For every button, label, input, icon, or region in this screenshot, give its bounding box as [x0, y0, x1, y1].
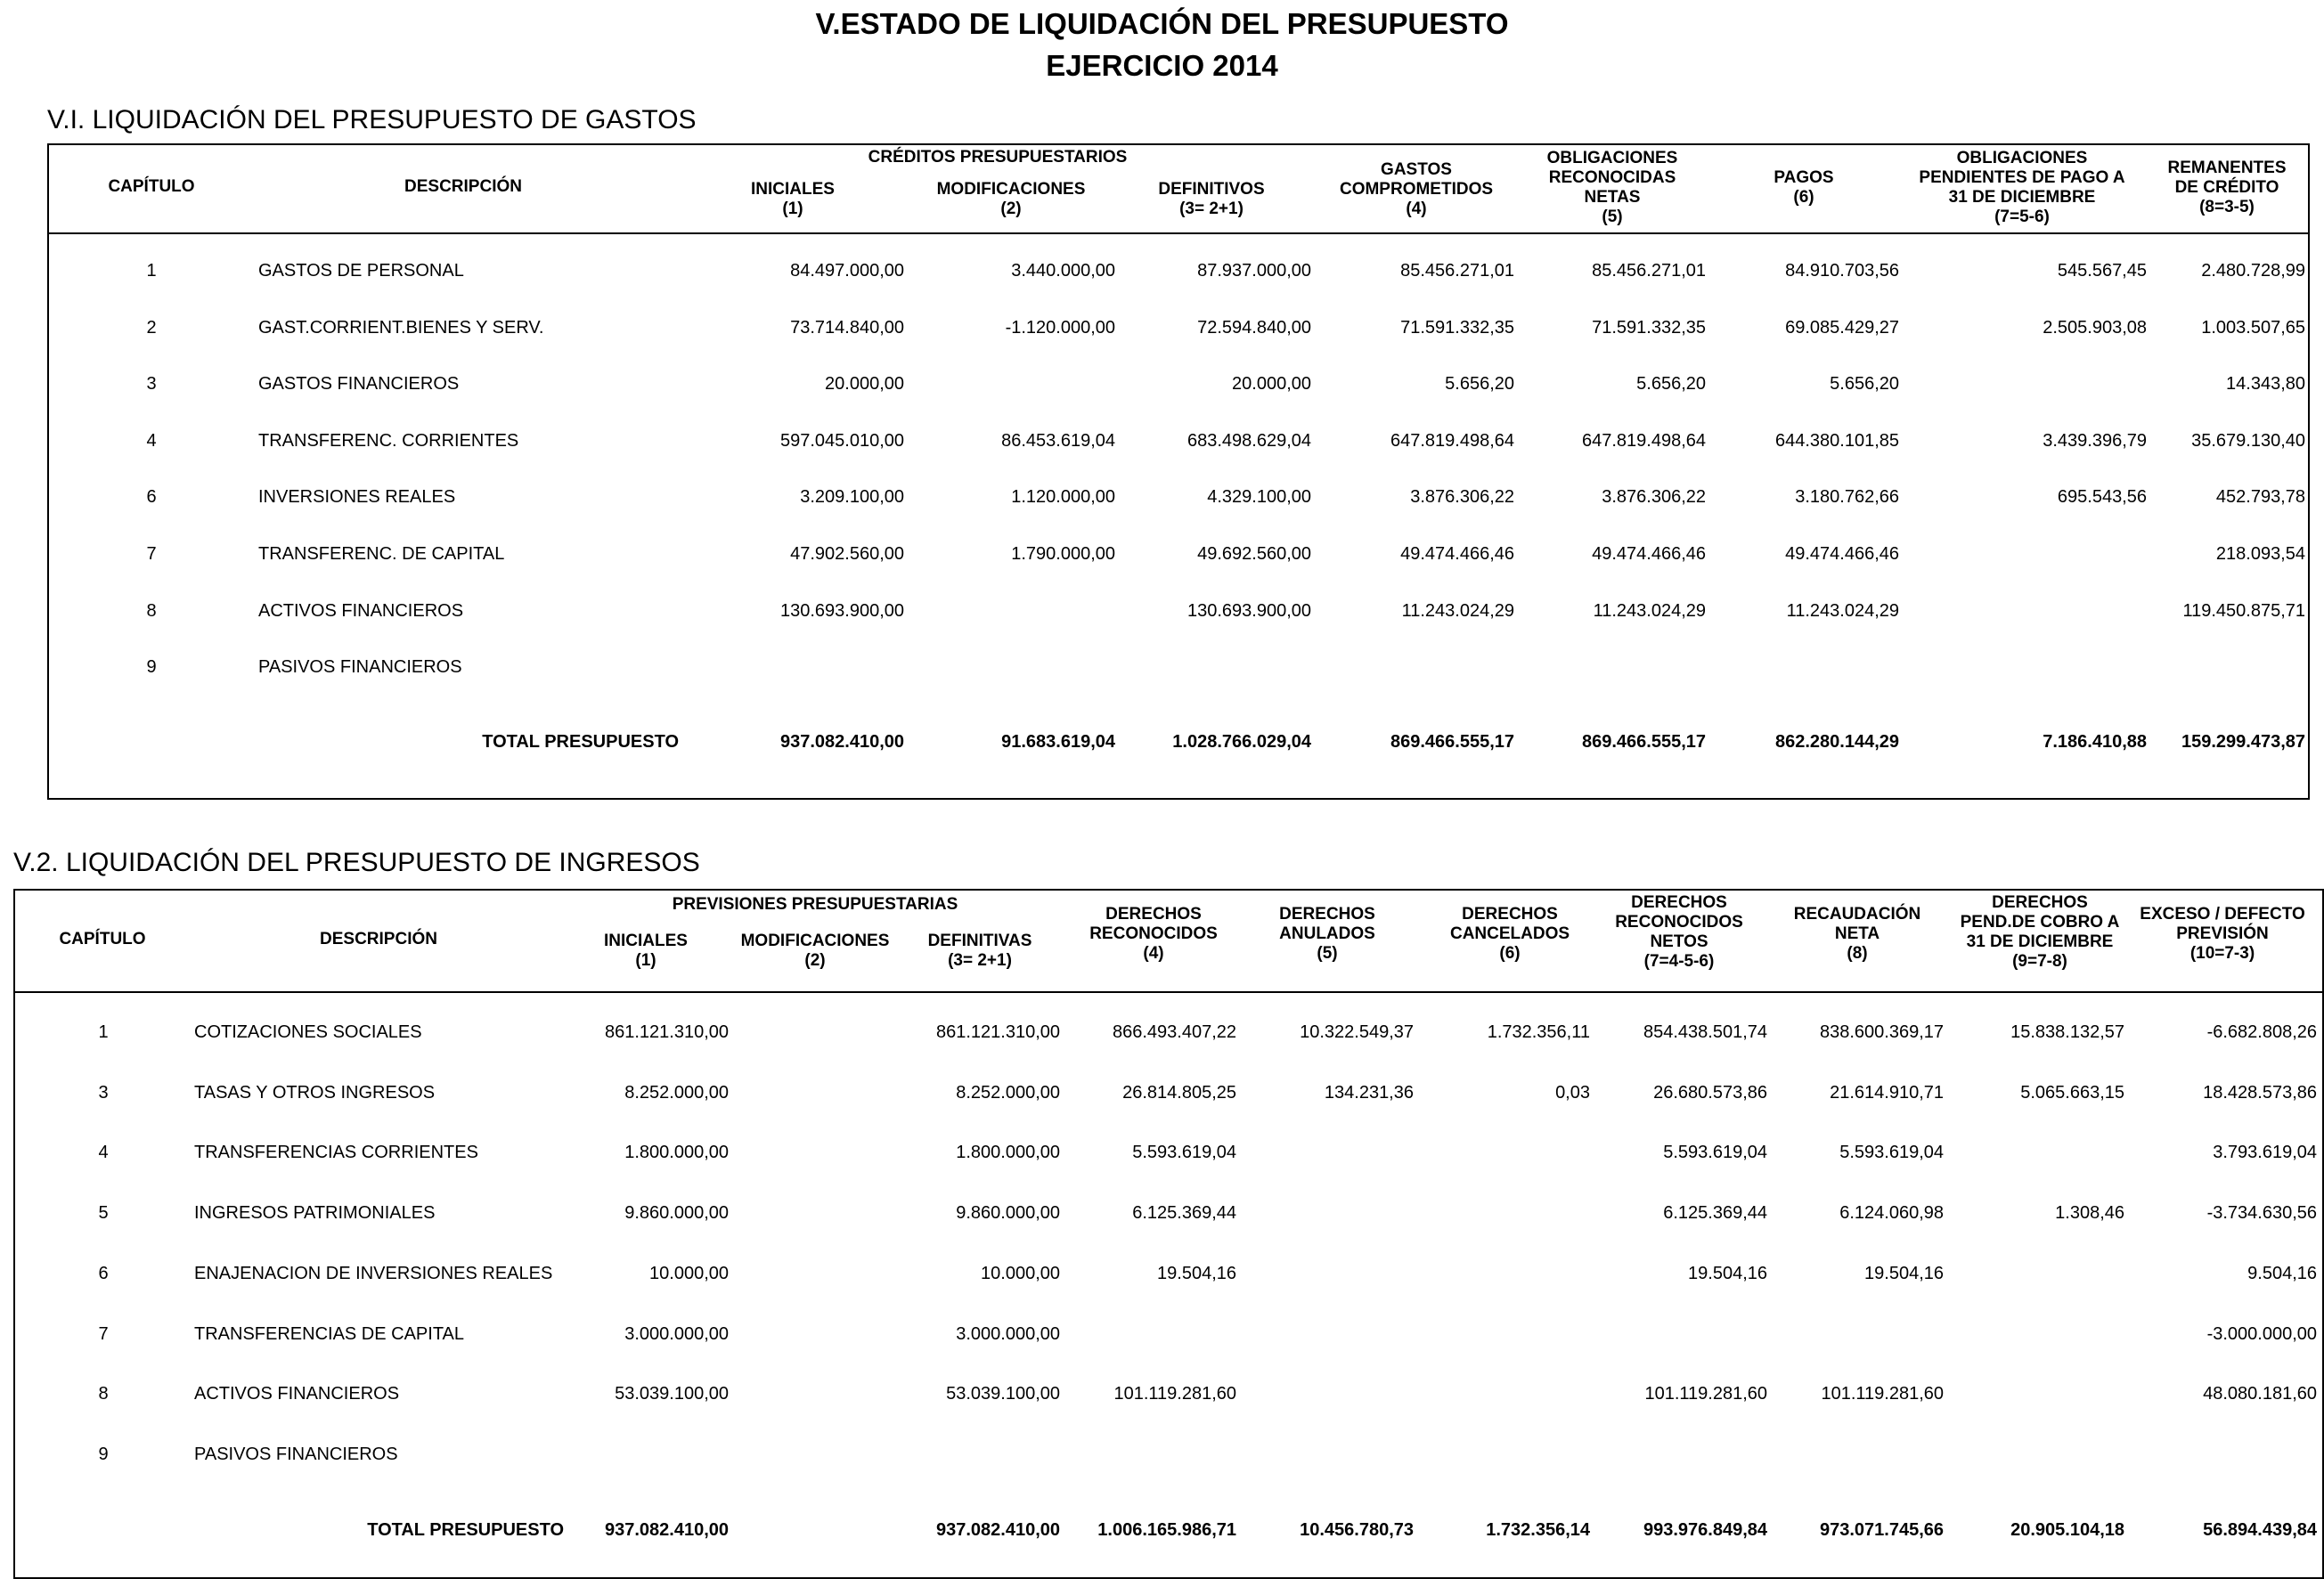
- ingresos-row-7-recaudacion: 101.119.281,60: [1821, 1384, 1944, 1404]
- ingresos-row-6-descripcion: TRANSFERENCIAS DE CAPITAL: [194, 1324, 465, 1344]
- gastos-total-modificaciones: 91.683.619,04: [1001, 732, 1115, 752]
- gastos-row-2-modificaciones: -1.120.000,00: [1005, 318, 1115, 338]
- ingresos-total-iniciales: 937.082.410,00: [604, 1520, 729, 1540]
- gastos-row-3-capitulo: 3: [146, 374, 157, 394]
- gastos-row-2-obligaciones: 71.591.332,35: [1592, 318, 1706, 338]
- ingresos-row-3-reconocidos: 5.593.619,04: [1132, 1143, 1236, 1162]
- gastos-row-7-capitulo: 8: [146, 601, 157, 621]
- ingresos-total-exceso: 56.894.439,84: [2203, 1520, 2317, 1540]
- gastos-row-2-iniciales: 73.714.840,00: [790, 318, 904, 338]
- ingresos-header-exceso: EXCESO / DEFECTO PREVISIÓN (10=7-3): [2140, 905, 2305, 963]
- gastos-row-1-comprometidos: 85.456.271,01: [1400, 261, 1514, 281]
- gastos-row-1-iniciales: 84.497.000,00: [790, 261, 904, 281]
- ingresos-row-2-pendientes: 5.065.663,15: [2020, 1083, 2124, 1103]
- ingresos-row-3-definitivas: 1.800.000,00: [956, 1143, 1060, 1162]
- gastos-row-6-remanentes: 218.093,54: [2215, 544, 2305, 564]
- ingresos-row-7-capitulo: 8: [98, 1384, 109, 1404]
- gastos-row-2-capitulo: 2: [146, 318, 157, 338]
- gastos-row-1-descripcion: GASTOS DE PERSONAL: [258, 261, 464, 281]
- ingresos-header-netos: DERECHOS RECONOCIDOS NETOS (7=4-5-6): [1615, 893, 1743, 971]
- ingresos-row-3-iniciales: 1.800.000,00: [624, 1143, 729, 1162]
- ingresos-row-7-descripcion: ACTIVOS FINANCIEROS: [194, 1384, 400, 1404]
- ingresos-row-1-reconocidos: 866.493.407,22: [1112, 1022, 1236, 1042]
- gastos-section-title: V.I. LIQUIDACIÓN DEL PRESUPUESTO DE GASTOS: [47, 105, 697, 134]
- ingresos-row-2-exceso: 18.428.573,86: [2203, 1083, 2317, 1103]
- ingresos-row-6-capitulo: 7: [98, 1324, 109, 1344]
- ingresos-row-2-cancelados: 0,03: [1555, 1083, 1590, 1103]
- ingresos-row-7-netos: 101.119.281,60: [1644, 1384, 1767, 1404]
- gastos-row-4-capitulo: 4: [146, 431, 157, 451]
- gastos-header-remanentes: REMANENTES DE CRÉDITO (8=3-5): [2167, 159, 2287, 216]
- gastos-row-5-definitivos: 4.329.100,00: [1207, 487, 1311, 507]
- ingresos-total-reconocidos: 1.006.165.986,71: [1097, 1520, 1236, 1540]
- ingresos-section-title: V.2. LIQUIDACIÓN DEL PRESUPUESTO DE INGRESOS: [13, 848, 700, 877]
- ingresos-row-4-definitivas: 9.860.000,00: [956, 1203, 1060, 1223]
- gastos-total-iniciales: 937.082.410,00: [779, 732, 904, 752]
- ingresos-total-pendientes: 20.905.104,18: [2010, 1520, 2124, 1540]
- ingresos-row-2-descripcion: TASAS Y OTROS INGRESOS: [194, 1083, 436, 1103]
- gastos-row-7-iniciales: 130.693.900,00: [779, 601, 904, 621]
- ingresos-row-1-capitulo: 1: [98, 1022, 109, 1042]
- gastos-header-iniciales: INICIALES (1): [751, 180, 835, 218]
- gastos-row-4-descripcion: TRANSFERENC. CORRIENTES: [258, 431, 519, 451]
- gastos-row-5-comprometidos: 3.876.306,22: [1410, 487, 1514, 507]
- gastos-row-6-obligaciones: 49.474.466,46: [1592, 544, 1706, 564]
- gastos-header-descripcion: DESCRIPCIÓN: [404, 177, 522, 196]
- gastos-row-2-remanentes: 1.003.507,65: [2201, 318, 2305, 338]
- gastos-row-5-capitulo: 6: [146, 487, 157, 507]
- gastos-table-frame: [47, 143, 2310, 800]
- gastos-row-7-definitivos: 130.693.900,00: [1186, 601, 1311, 621]
- ingresos-header-definitivas: DEFINITIVAS (3= 2+1): [927, 932, 1032, 970]
- gastos-row-1-capitulo: 1: [146, 261, 157, 281]
- ingresos-row-5-definitivas: 10.000,00: [981, 1264, 1060, 1283]
- ingresos-row-4-pendientes: 1.308,46: [2055, 1203, 2124, 1223]
- ingresos-row-6-definitivas: 3.000.000,00: [956, 1324, 1060, 1344]
- ingresos-row-3-capitulo: 4: [98, 1143, 109, 1162]
- document-subtitle: EJERCICIO 2014: [1046, 49, 1278, 82]
- gastos-header-modificaciones: MODIFICACIONES (2): [936, 180, 1086, 218]
- ingresos-row-7-exceso: 48.080.181,60: [2203, 1384, 2317, 1404]
- gastos-row-7-obligaciones: 11.243.024,29: [1593, 601, 1706, 621]
- ingresos-group-header: PREVISIONES PRESUPUESTARIAS: [672, 895, 958, 914]
- gastos-row-1-obligaciones: 85.456.271,01: [1592, 261, 1706, 281]
- gastos-row-2-definitivos: 72.594.840,00: [1197, 318, 1311, 338]
- gastos-row-7-remanentes: 119.450.875,71: [2182, 601, 2305, 621]
- ingresos-row-7-reconocidos: 101.119.281,60: [1113, 1384, 1236, 1404]
- ingresos-row-3-descripcion: TRANSFERENCIAS CORRIENTES: [194, 1143, 478, 1162]
- ingresos-row-2-anulados: 134.231,36: [1324, 1083, 1414, 1103]
- ingresos-header-descripcion: DESCRIPCIÓN: [320, 930, 437, 948]
- ingresos-row-2-netos: 26.680.573,86: [1653, 1083, 1767, 1103]
- ingresos-total-definitivas: 937.082.410,00: [935, 1520, 1060, 1540]
- ingresos-row-2-definitivas: 8.252.000,00: [956, 1083, 1060, 1103]
- gastos-total-definitivos: 1.028.766.029,04: [1172, 732, 1311, 752]
- ingresos-row-6-exceso: -3.000.000,00: [2206, 1324, 2317, 1344]
- ingresos-header-iniciales: INICIALES (1): [604, 932, 688, 970]
- gastos-row-4-comprometidos: 647.819.498,64: [1390, 431, 1514, 451]
- ingresos-total-netos: 993.976.849,84: [1643, 1520, 1767, 1540]
- ingresos-row-4-netos: 6.125.369,44: [1663, 1203, 1767, 1223]
- gastos-row-4-pendientes: 3.439.396,79: [2043, 431, 2147, 451]
- ingresos-header-anulados: DERECHOS ANULADOS (5): [1279, 905, 1375, 963]
- gastos-row-5-pendientes: 695.543,56: [2057, 487, 2147, 507]
- gastos-total-label: TOTAL PRESUPUESTO: [482, 732, 679, 752]
- gastos-row-6-iniciales: 47.902.560,00: [790, 544, 904, 564]
- gastos-row-3-obligaciones: 5.656,20: [1636, 374, 1706, 394]
- ingresos-row-1-anulados: 10.322.549,37: [1300, 1022, 1414, 1042]
- gastos-row-1-pendientes: 545.567,45: [2057, 261, 2147, 281]
- gastos-row-8-capitulo: 9: [146, 657, 157, 677]
- gastos-row-4-modificaciones: 86.453.619,04: [1001, 431, 1115, 451]
- ingresos-header-divider: [13, 991, 2324, 993]
- gastos-row-7-comprometidos: 11.243.024,29: [1401, 601, 1514, 621]
- ingresos-row-4-descripcion: INGRESOS PATRIMONIALES: [194, 1203, 436, 1223]
- gastos-row-3-iniciales: 20.000,00: [825, 374, 904, 394]
- gastos-row-4-remanentes: 35.679.130,40: [2191, 431, 2305, 451]
- ingresos-header-cancelados: DERECHOS CANCELADOS (6): [1449, 905, 1570, 963]
- gastos-group-header: CRÉDITOS PRESUPUESTARIOS: [868, 148, 1128, 167]
- ingresos-row-1-definitivas: 861.121.310,00: [935, 1022, 1060, 1042]
- gastos-row-1-modificaciones: 3.440.000,00: [1011, 261, 1115, 281]
- ingresos-row-1-recaudacion: 838.600.369,17: [1819, 1022, 1944, 1042]
- gastos-row-7-descripcion: ACTIVOS FINANCIEROS: [258, 601, 464, 621]
- ingresos-header-recaudacion: RECAUDACIÓN NETA (8): [1793, 905, 1921, 963]
- ingresos-row-2-recaudacion: 21.614.910,71: [1830, 1083, 1944, 1103]
- gastos-header-obligaciones: OBLIGACIONES RECONOCIDAS NETAS (5): [1546, 149, 1678, 226]
- gastos-total-comprometidos: 869.466.555,17: [1390, 732, 1514, 752]
- ingresos-row-8-descripcion: PASIVOS FINANCIEROS: [194, 1445, 398, 1464]
- gastos-row-6-capitulo: 7: [146, 544, 157, 564]
- gastos-header-comprometidos: GASTOS COMPROMETIDOS (4): [1339, 160, 1494, 218]
- ingresos-row-1-exceso: -6.682.808,26: [2206, 1022, 2317, 1042]
- gastos-row-6-descripcion: TRANSFERENC. DE CAPITAL: [258, 544, 505, 564]
- ingresos-row-1-pendientes: 15.838.132,57: [2010, 1022, 2124, 1042]
- gastos-total-pendientes: 7.186.410,88: [2043, 732, 2147, 752]
- document-title: V.ESTADO DE LIQUIDACIÓN DEL PRESUPUESTO: [815, 7, 1509, 40]
- ingresos-row-7-definitivas: 53.039.100,00: [946, 1384, 1060, 1404]
- gastos-row-5-obligaciones: 3.876.306,22: [1602, 487, 1706, 507]
- gastos-row-1-definitivos: 87.937.000,00: [1197, 261, 1311, 281]
- gastos-row-8-descripcion: PASIVOS FINANCIEROS: [258, 657, 462, 677]
- ingresos-row-5-descripcion: ENAJENACION DE INVERSIONES REALES: [194, 1264, 553, 1283]
- gastos-row-2-comprometidos: 71.591.332,35: [1400, 318, 1514, 338]
- ingresos-row-4-reconocidos: 6.125.369,44: [1132, 1203, 1236, 1223]
- ingresos-row-1-descripcion: COTIZACIONES SOCIALES: [194, 1022, 422, 1042]
- gastos-row-6-definitivos: 49.692.560,00: [1197, 544, 1311, 564]
- ingresos-row-3-netos: 5.593.619,04: [1663, 1143, 1767, 1162]
- gastos-header-pagos: PAGOS (6): [1774, 168, 1834, 207]
- ingresos-row-1-cancelados: 1.732.356,11: [1487, 1022, 1590, 1042]
- ingresos-header-capitulo: CAPÍTULO: [59, 930, 146, 948]
- ingresos-row-3-exceso: 3.793.619,04: [2213, 1143, 2317, 1162]
- gastos-row-5-modificaciones: 1.120.000,00: [1011, 487, 1115, 507]
- ingresos-total-recaudacion: 973.071.745,66: [1819, 1520, 1944, 1540]
- gastos-row-5-pagos: 3.180.762,66: [1795, 487, 1899, 507]
- ingresos-row-2-reconocidos: 26.814.805,25: [1122, 1083, 1236, 1103]
- gastos-row-3-definitivos: 20.000,00: [1232, 374, 1311, 394]
- gastos-header-pendientes: OBLIGACIONES PENDIENTES DE PAGO A 31 DE DICIEMBRE (7=5-6): [1919, 149, 2125, 226]
- ingresos-row-5-netos: 19.504,16: [1688, 1264, 1767, 1283]
- gastos-header-definitivos: DEFINITIVOS (3= 2+1): [1158, 180, 1265, 218]
- gastos-row-2-pendientes: 2.505.903,08: [2043, 318, 2147, 338]
- ingresos-row-4-capitulo: 5: [98, 1203, 109, 1223]
- gastos-total-remanentes: 159.299.473,87: [2181, 732, 2305, 752]
- ingresos-row-3-recaudacion: 5.593.619,04: [1839, 1143, 1944, 1162]
- ingresos-header-modificaciones: MODIFICACIONES (2): [740, 932, 890, 970]
- ingresos-header-reconocidos: DERECHOS RECONOCIDOS (4): [1089, 905, 1218, 963]
- gastos-row-6-pagos: 49.474.466,46: [1785, 544, 1899, 564]
- ingresos-row-6-iniciales: 3.000.000,00: [624, 1324, 729, 1344]
- ingresos-row-2-iniciales: 8.252.000,00: [624, 1083, 729, 1103]
- gastos-row-6-comprometidos: 49.474.466,46: [1400, 544, 1514, 564]
- gastos-row-3-remanentes: 14.343,80: [2226, 374, 2305, 394]
- ingresos-row-4-iniciales: 9.860.000,00: [624, 1203, 729, 1223]
- ingresos-row-7-iniciales: 53.039.100,00: [615, 1384, 729, 1404]
- ingresos-row-8-capitulo: 9: [98, 1445, 109, 1464]
- ingresos-header-pendientes: DERECHOS PEND.DE COBRO A 31 DE DICIEMBRE (9=7-8): [1960, 893, 2120, 971]
- ingresos-row-5-iniciales: 10.000,00: [649, 1264, 729, 1283]
- gastos-row-6-modificaciones: 1.790.000,00: [1011, 544, 1115, 564]
- gastos-row-5-descripcion: INVERSIONES REALES: [258, 487, 456, 507]
- ingresos-row-4-exceso: -3.734.630,56: [2206, 1203, 2317, 1223]
- gastos-row-5-remanentes: 452.793,78: [2215, 487, 2305, 507]
- ingresos-row-2-capitulo: 3: [98, 1083, 109, 1103]
- ingresos-row-5-exceso: 9.504,16: [2247, 1264, 2317, 1283]
- gastos-row-3-comprometidos: 5.656,20: [1445, 374, 1514, 394]
- gastos-header-capitulo: CAPÍTULO: [108, 177, 195, 196]
- ingresos-total-anulados: 10.456.780,73: [1300, 1520, 1414, 1540]
- gastos-row-2-pagos: 69.085.429,27: [1785, 318, 1899, 338]
- ingresos-total-label: TOTAL PRESUPUESTO: [367, 1520, 564, 1540]
- gastos-row-7-pagos: 11.243.024,29: [1786, 601, 1899, 621]
- gastos-row-1-pagos: 84.910.703,56: [1785, 261, 1899, 281]
- gastos-row-4-pagos: 644.380.101,85: [1774, 431, 1899, 451]
- gastos-total-pagos: 862.280.144,29: [1774, 732, 1899, 752]
- ingresos-total-cancelados: 1.732.356,14: [1486, 1520, 1590, 1540]
- gastos-total-obligaciones: 869.466.555,17: [1581, 732, 1706, 752]
- gastos-row-2-descripcion: GAST.CORRIENT.BIENES Y SERV.: [258, 318, 544, 338]
- gastos-row-4-definitivos: 683.498.629,04: [1186, 431, 1311, 451]
- gastos-row-4-obligaciones: 647.819.498,64: [1581, 431, 1706, 451]
- gastos-row-3-descripcion: GASTOS FINANCIEROS: [258, 374, 460, 394]
- ingresos-row-4-recaudacion: 6.124.060,98: [1839, 1203, 1944, 1223]
- ingresos-row-1-netos: 854.438.501,74: [1643, 1022, 1767, 1042]
- ingresos-row-1-iniciales: 861.121.310,00: [604, 1022, 729, 1042]
- gastos-header-divider: [47, 232, 2310, 234]
- gastos-row-1-remanentes: 2.480.728,99: [2201, 261, 2305, 281]
- gastos-row-3-pagos: 5.656,20: [1830, 374, 1899, 394]
- gastos-row-5-iniciales: 3.209.100,00: [800, 487, 904, 507]
- gastos-row-4-iniciales: 597.045.010,00: [779, 431, 904, 451]
- ingresos-row-5-capitulo: 6: [98, 1264, 109, 1283]
- ingresos-row-5-reconocidos: 19.504,16: [1157, 1264, 1236, 1283]
- ingresos-row-5-recaudacion: 19.504,16: [1864, 1264, 1944, 1283]
